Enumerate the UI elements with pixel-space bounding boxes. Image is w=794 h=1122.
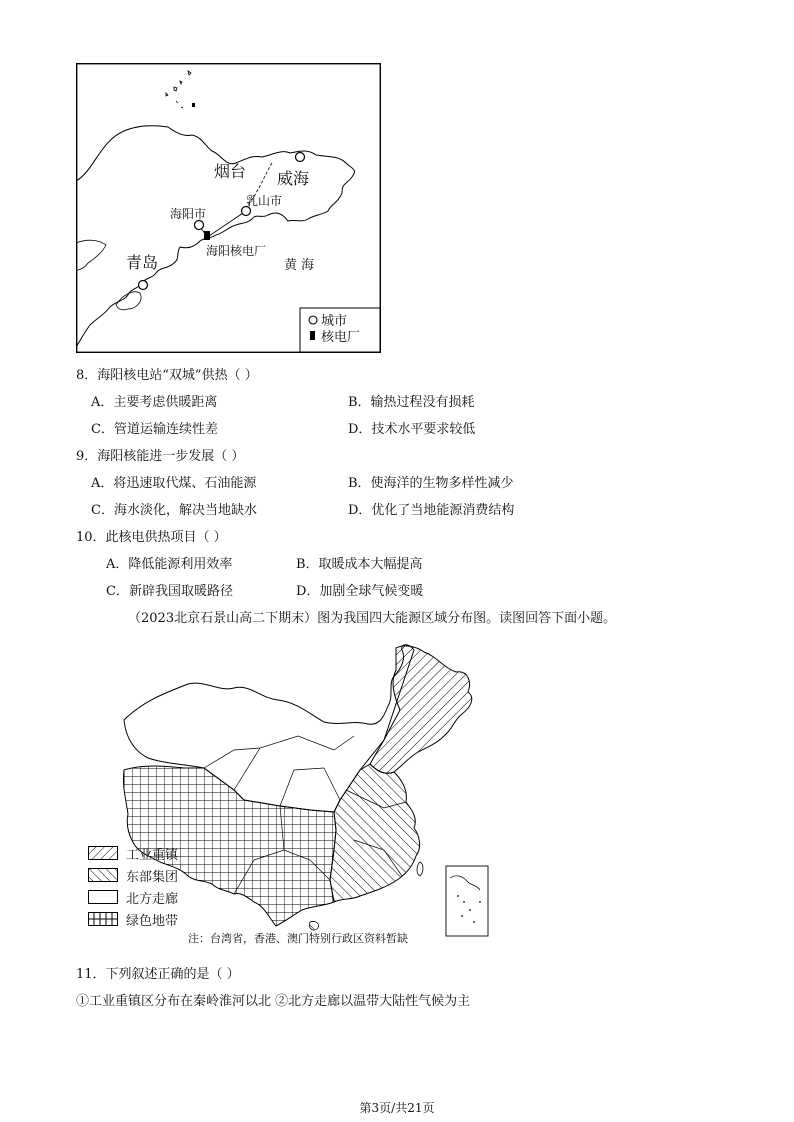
plant-marker xyxy=(204,231,210,240)
city-weihai-marker xyxy=(296,153,305,162)
city-qingdao-marker xyxy=(139,281,148,290)
label-sea: 黄 海 xyxy=(284,258,315,273)
q10-stem: 10．此核电供热项目（ ） xyxy=(76,530,227,545)
q9-stem: 9．海阳核能进一步发展（ ） xyxy=(76,449,245,464)
page-footer: 第3页/共21页 xyxy=(359,1101,435,1115)
q10-option-a: A．降低能源利用效率 xyxy=(106,557,233,572)
label-haiyang: 海阳市 xyxy=(170,207,207,221)
intro-text: （2023北京石景山高二下期末）图为我国四大能源区域分布图。读图回答下面小题。 xyxy=(128,611,617,626)
legend-swatch-green xyxy=(88,912,118,926)
map2-note: 注：台湾省，香港、澳门特别行政区资料暂缺 xyxy=(188,932,408,945)
map-haiyang-drawing xyxy=(76,63,381,353)
q8-option-b: B．输热过程没有损耗 xyxy=(348,395,475,410)
label-yantai: 烟台 xyxy=(214,162,247,181)
label-plant: 海阳核电厂 xyxy=(206,244,267,258)
legend-east: 东部集团 xyxy=(126,870,179,885)
map-haiyang xyxy=(76,63,381,353)
q9-option-a: A．将迅速取代煤、石油能源 xyxy=(91,476,257,491)
legend-plant: 核电厂 xyxy=(321,330,361,345)
q8-option-d: D．技术水平要求较低 xyxy=(348,422,476,437)
city-haiyang-marker xyxy=(195,221,204,230)
q10-option-d: D．加剧全球气候变暖 xyxy=(296,584,424,599)
q9-option-c: C．海水淡化，解决当地缺水 xyxy=(91,503,257,518)
legend-industrial: 工业重镇 xyxy=(126,848,179,863)
label-qingdao: 青岛 xyxy=(126,253,159,272)
region-industrial xyxy=(370,646,472,773)
legend-swatch-east xyxy=(88,868,118,882)
legend-north: 北方走廊 xyxy=(126,892,179,907)
q10-option-c: C．新辟我国取暖路径 xyxy=(106,584,233,599)
label-rushan: 乳山市 xyxy=(246,194,283,208)
q9-option-d: D．优化了当地能源消费结构 xyxy=(348,503,515,518)
map1-legend xyxy=(300,308,380,352)
q8-option-a: A．主要考虑供暖距离 xyxy=(91,395,218,410)
legend-green: 绿色地带 xyxy=(126,914,179,929)
legend-swatch-industrial xyxy=(88,846,118,860)
q8-stem: 8．海阳核电站“双城”供热（ ） xyxy=(76,368,258,383)
legend-city: 城市 xyxy=(321,314,348,329)
q11-line: ①工业重镇区分布在秦岭淮河以北 ②北方走廊以温带大陆性气候为主 xyxy=(76,994,471,1009)
q8-option-c: C．管道运输连续性差 xyxy=(91,422,218,437)
legend-swatch-north xyxy=(88,890,118,904)
q10-option-b: B．取暖成本大幅提高 xyxy=(296,557,423,572)
q9-option-b: B．使海洋的生物多样性减少 xyxy=(348,476,514,491)
label-weihai: 威海 xyxy=(277,169,310,188)
south-china-sea-inset xyxy=(446,866,488,936)
q11-stem: 11．下列叙述正确的是（ ） xyxy=(76,967,240,982)
